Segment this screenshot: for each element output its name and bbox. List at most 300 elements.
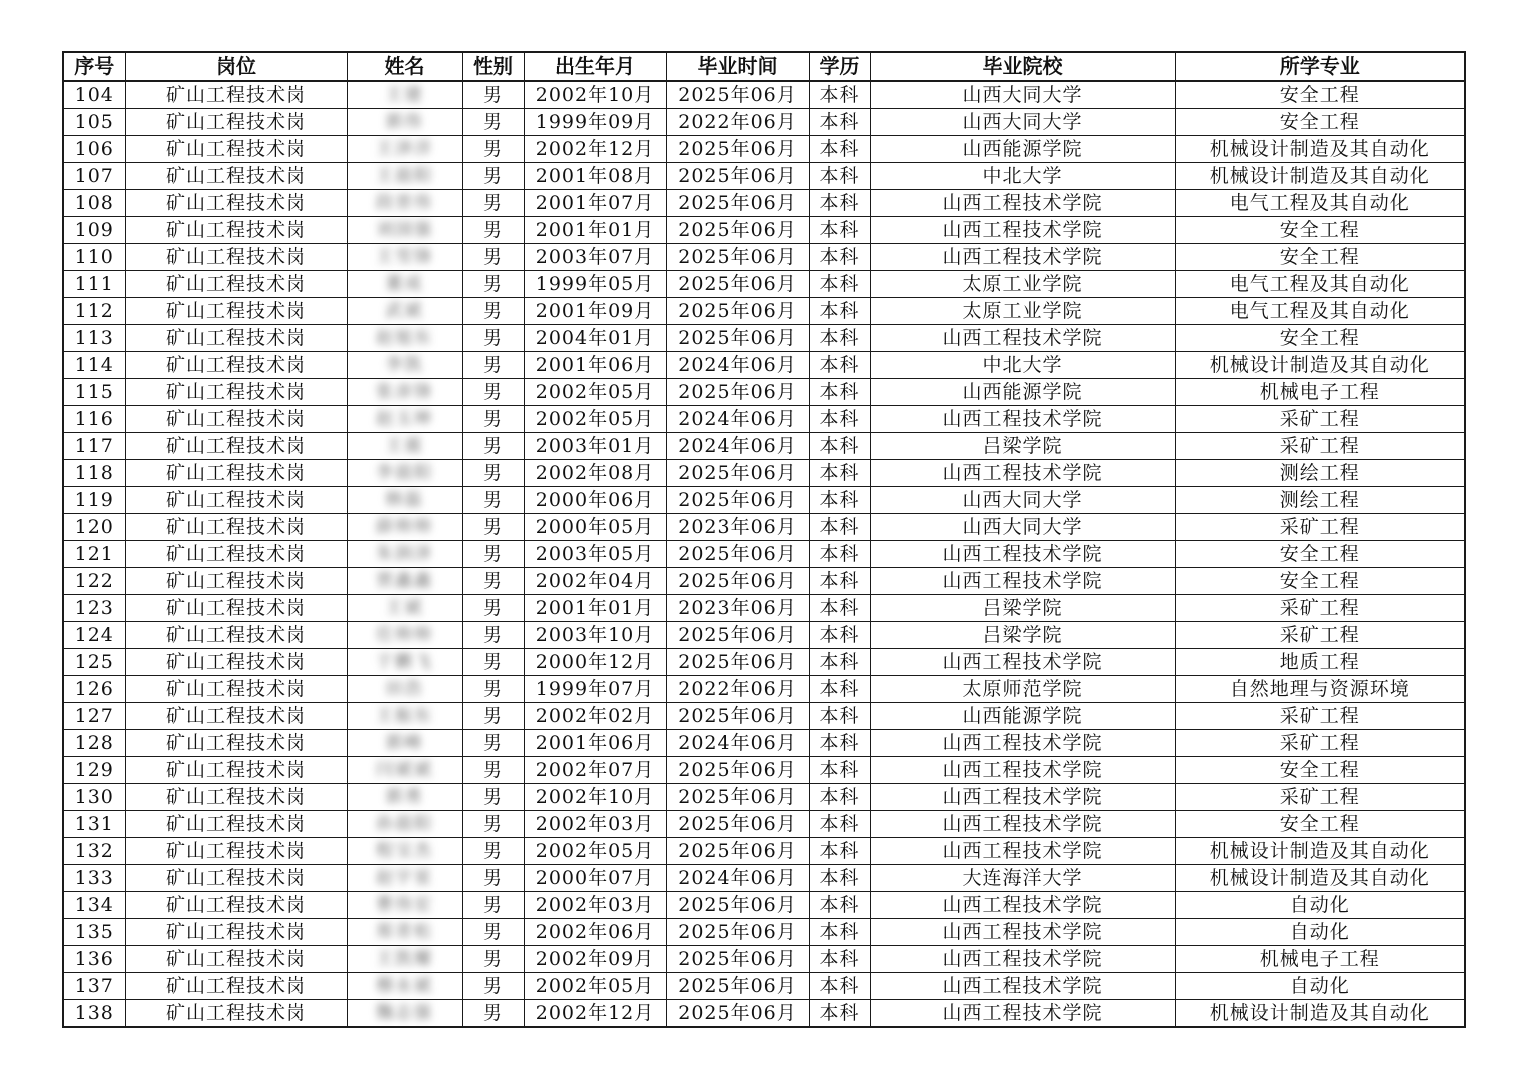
- redacted-name: 王振东: [376, 706, 433, 726]
- cell-school: 太原工业学院: [870, 271, 1175, 298]
- redacted-name: 王凯耀: [376, 949, 433, 969]
- cell-gender: 男: [462, 973, 524, 1000]
- cell-birth-date: 2002年10月: [524, 81, 666, 109]
- cell-birth-date: 2001年09月: [524, 298, 666, 325]
- cell-gender: 男: [462, 541, 524, 568]
- cell-name: [347, 838, 462, 865]
- cell-degree: 本科: [809, 379, 870, 406]
- cell-school: 山西能源学院: [870, 136, 1175, 163]
- redacted-name: 田浩: [385, 679, 424, 699]
- cell-gender: 男: [462, 730, 524, 757]
- cell-school: 山西工程技术学院: [870, 892, 1175, 919]
- cell-index: 110: [63, 244, 125, 271]
- table-row: [63, 784, 1465, 811]
- cell-name: [347, 865, 462, 892]
- redacted-name: 王泽洋: [376, 139, 433, 159]
- cell-major: 安全工程: [1175, 568, 1465, 595]
- cell-name: [347, 568, 462, 595]
- cell-graduation-date: 2024年06月: [666, 730, 809, 757]
- cell-name: [347, 595, 462, 622]
- cell-index: 128: [63, 730, 125, 757]
- cell-position: 矿山工程技术岗: [125, 541, 347, 568]
- cell-gender: 男: [462, 757, 524, 784]
- redacted-name: 段晋伟: [376, 193, 433, 213]
- cell-gender: 男: [462, 244, 524, 271]
- cell-birth-date: 1999年09月: [524, 109, 666, 136]
- redacted-name: 程宝杰: [376, 841, 433, 861]
- cell-birth-date: 2002年07月: [524, 757, 666, 784]
- cell-name: [347, 136, 462, 163]
- cell-name: [347, 919, 462, 946]
- cell-graduation-date: 2025年06月: [666, 946, 809, 973]
- cell-major: 地质工程: [1175, 649, 1465, 676]
- cell-birth-date: 2000年12月: [524, 649, 666, 676]
- cell-gender: 男: [462, 109, 524, 136]
- cell-position: 矿山工程技术岗: [125, 595, 347, 622]
- cell-name: [347, 190, 462, 217]
- cell-index: 112: [63, 298, 125, 325]
- table-row: [63, 892, 1465, 919]
- cell-position: 矿山工程技术岗: [125, 946, 347, 973]
- cell-graduation-date: 2025年06月: [666, 838, 809, 865]
- cell-index: 135: [63, 919, 125, 946]
- cell-position: 矿山工程技术岗: [125, 433, 347, 460]
- cell-position: 矿山工程技术岗: [125, 730, 347, 757]
- cell-graduation-date: 2025年06月: [666, 1000, 809, 1028]
- redacted-name: 孙晨阳: [376, 814, 433, 834]
- cell-position: 矿山工程技术岗: [125, 487, 347, 514]
- table-row: [63, 622, 1465, 649]
- redacted-name: 郑青松: [376, 922, 433, 942]
- cell-graduation-date: 2025年06月: [666, 568, 809, 595]
- cell-graduation-date: 2025年06月: [666, 811, 809, 838]
- table-row: [63, 676, 1465, 703]
- cell-graduation-date: 2025年06月: [666, 973, 809, 1000]
- redacted-name: 郭勇: [385, 787, 424, 807]
- cell-degree: 本科: [809, 730, 870, 757]
- cell-degree: 本科: [809, 784, 870, 811]
- cell-school: 太原工业学院: [870, 298, 1175, 325]
- table-row: [63, 811, 1465, 838]
- table-row: [63, 406, 1465, 433]
- redacted-name: 于鹏飞: [376, 652, 433, 672]
- redacted-name: 贾鑫鑫: [376, 571, 433, 591]
- cell-school: 山西工程技术学院: [870, 406, 1175, 433]
- cell-position: 矿山工程技术岗: [125, 568, 347, 595]
- header-birth-date: 出生年月: [524, 52, 666, 81]
- cell-school: 山西工程技术学院: [870, 811, 1175, 838]
- cell-gender: 男: [462, 784, 524, 811]
- cell-position: 矿山工程技术岗: [125, 784, 347, 811]
- table-row: [63, 217, 1465, 244]
- redacted-name: 赵旭东: [376, 328, 433, 348]
- cell-degree: 本科: [809, 1000, 870, 1028]
- cell-major: 电气工程及其自动化: [1175, 190, 1465, 217]
- redacted-name: 郭峰: [385, 733, 424, 753]
- cell-name: [347, 244, 462, 271]
- cell-gender: 男: [462, 406, 524, 433]
- table-row: [63, 81, 1465, 109]
- cell-gender: 男: [462, 892, 524, 919]
- cell-gender: 男: [462, 946, 524, 973]
- cell-position: 矿山工程技术岗: [125, 757, 347, 784]
- table-row: [63, 244, 1465, 271]
- table-row: [63, 487, 1465, 514]
- cell-major: 机械设计制造及其自动化: [1175, 352, 1465, 379]
- cell-index: 136: [63, 946, 125, 973]
- table-header: [63, 52, 1465, 81]
- table-row: [63, 703, 1465, 730]
- cell-gender: 男: [462, 379, 524, 406]
- cell-graduation-date: 2022年06月: [666, 676, 809, 703]
- cell-index: 105: [63, 109, 125, 136]
- cell-gender: 男: [462, 271, 524, 298]
- table-row: [63, 460, 1465, 487]
- cell-index: 134: [63, 892, 125, 919]
- cell-major: 测绘工程: [1175, 460, 1465, 487]
- cell-index: 138: [63, 1000, 125, 1028]
- cell-birth-date: 2002年03月: [524, 892, 666, 919]
- table-row: [63, 541, 1465, 568]
- cell-index: 137: [63, 973, 125, 1000]
- cell-index: 114: [63, 352, 125, 379]
- cell-birth-date: 2002年06月: [524, 919, 666, 946]
- cell-name: [347, 676, 462, 703]
- cell-birth-date: 2002年02月: [524, 703, 666, 730]
- cell-degree: 本科: [809, 514, 870, 541]
- cell-graduation-date: 2023年06月: [666, 595, 809, 622]
- cell-major: 机械设计制造及其自动化: [1175, 163, 1465, 190]
- cell-school: 山西大同大学: [870, 81, 1175, 109]
- redacted-name: 王震: [385, 436, 424, 456]
- cell-school: 山西工程技术学院: [870, 541, 1175, 568]
- cell-index: 121: [63, 541, 125, 568]
- header-row: [63, 52, 1465, 81]
- cell-major: 机械电子工程: [1175, 379, 1465, 406]
- cell-degree: 本科: [809, 325, 870, 352]
- cell-birth-date: 2002年03月: [524, 811, 666, 838]
- cell-school: 山西工程技术学院: [870, 649, 1175, 676]
- cell-birth-date: 2003年10月: [524, 622, 666, 649]
- redacted-name: 魏志强: [376, 1003, 433, 1023]
- redacted-name: 赵玉坤: [376, 409, 433, 429]
- redacted-name: 王雪锋: [376, 247, 433, 267]
- cell-major: 安全工程: [1175, 811, 1465, 838]
- cell-position: 矿山工程技术岗: [125, 703, 347, 730]
- table-row: [63, 919, 1465, 946]
- cell-degree: 本科: [809, 946, 870, 973]
- cell-major: 安全工程: [1175, 109, 1465, 136]
- cell-position: 矿山工程技术岗: [125, 271, 347, 298]
- table-row: [63, 649, 1465, 676]
- redacted-name: 穆永斌: [376, 976, 433, 996]
- cell-index: 116: [63, 406, 125, 433]
- cell-birth-date: 2002年04月: [524, 568, 666, 595]
- cell-birth-date: 2000年06月: [524, 487, 666, 514]
- cell-gender: 男: [462, 865, 524, 892]
- cell-gender: 男: [462, 676, 524, 703]
- cell-name: [347, 784, 462, 811]
- cell-index: 104: [63, 81, 125, 109]
- header-degree: 学历: [809, 52, 870, 81]
- cell-gender: 男: [462, 703, 524, 730]
- cell-birth-date: 2002年05月: [524, 379, 666, 406]
- cell-birth-date: 2001年08月: [524, 163, 666, 190]
- cell-gender: 男: [462, 811, 524, 838]
- cell-name: [347, 622, 462, 649]
- header-name: 姓名: [347, 52, 462, 81]
- table-row: [63, 352, 1465, 379]
- cell-position: 矿山工程技术岗: [125, 244, 347, 271]
- cell-major: 安全工程: [1175, 244, 1465, 271]
- header-graduation-date: 毕业时间: [666, 52, 809, 81]
- table-row: [63, 514, 1465, 541]
- roster-sheet: [62, 51, 1464, 1028]
- cell-school: 山西大同大学: [870, 514, 1175, 541]
- cell-gender: 男: [462, 81, 524, 109]
- cell-school: 山西大同大学: [870, 109, 1175, 136]
- cell-name: [347, 325, 462, 352]
- cell-gender: 男: [462, 325, 524, 352]
- cell-name: [347, 649, 462, 676]
- cell-birth-date: 2002年05月: [524, 973, 666, 1000]
- cell-degree: 本科: [809, 703, 870, 730]
- cell-birth-date: 2002年09月: [524, 946, 666, 973]
- cell-birth-date: 2001年06月: [524, 730, 666, 757]
- cell-graduation-date: 2025年06月: [666, 784, 809, 811]
- cell-degree: 本科: [809, 865, 870, 892]
- cell-graduation-date: 2024年06月: [666, 865, 809, 892]
- table-row: [63, 433, 1465, 460]
- cell-school: 山西工程技术学院: [870, 1000, 1175, 1028]
- cell-degree: 本科: [809, 919, 870, 946]
- cell-index: 109: [63, 217, 125, 244]
- cell-major: 电气工程及其自动化: [1175, 298, 1465, 325]
- cell-name: [347, 352, 462, 379]
- cell-index: 108: [63, 190, 125, 217]
- cell-school: 山西工程技术学院: [870, 325, 1175, 352]
- cell-major: 机械设计制造及其自动化: [1175, 136, 1465, 163]
- cell-gender: 男: [462, 460, 524, 487]
- candidate-table: [62, 51, 1466, 1028]
- cell-degree: 本科: [809, 676, 870, 703]
- cell-school: 大连海洋大学: [870, 865, 1175, 892]
- cell-gender: 男: [462, 514, 524, 541]
- cell-position: 矿山工程技术岗: [125, 109, 347, 136]
- cell-graduation-date: 2025年06月: [666, 649, 809, 676]
- cell-school: 吕梁学院: [870, 622, 1175, 649]
- cell-graduation-date: 2025年06月: [666, 622, 809, 649]
- cell-position: 矿山工程技术岗: [125, 379, 347, 406]
- cell-major: 安全工程: [1175, 325, 1465, 352]
- cell-major: 自然地理与资源环境: [1175, 676, 1465, 703]
- header-gender: 性别: [462, 52, 524, 81]
- cell-gender: 男: [462, 1000, 524, 1028]
- cell-school: 山西能源学院: [870, 703, 1175, 730]
- cell-graduation-date: 2025年06月: [666, 757, 809, 784]
- cell-index: 124: [63, 622, 125, 649]
- cell-index: 120: [63, 514, 125, 541]
- cell-position: 矿山工程技术岗: [125, 514, 347, 541]
- cell-birth-date: 2003年07月: [524, 244, 666, 271]
- cell-name: [347, 271, 462, 298]
- table-body: [63, 81, 1465, 1027]
- cell-name: [347, 460, 462, 487]
- cell-graduation-date: 2025年06月: [666, 487, 809, 514]
- cell-major: 安全工程: [1175, 81, 1465, 109]
- cell-gender: 男: [462, 622, 524, 649]
- cell-name: [347, 406, 462, 433]
- table-row: [63, 946, 1465, 973]
- cell-degree: 本科: [809, 217, 870, 244]
- redacted-name: 张彦锋: [376, 382, 433, 402]
- cell-birth-date: 2002年12月: [524, 1000, 666, 1028]
- cell-position: 矿山工程技术岗: [125, 352, 347, 379]
- cell-name: [347, 892, 462, 919]
- header-index: 序号: [63, 52, 125, 81]
- cell-graduation-date: 2025年06月: [666, 919, 809, 946]
- cell-graduation-date: 2023年06月: [666, 514, 809, 541]
- cell-major: 安全工程: [1175, 541, 1465, 568]
- redacted-name: 闫斌斌: [376, 760, 433, 780]
- redacted-name: 王晨阳: [376, 166, 433, 186]
- cell-gender: 男: [462, 838, 524, 865]
- cell-gender: 男: [462, 487, 524, 514]
- cell-major: 采矿工程: [1175, 730, 1465, 757]
- cell-birth-date: 2004年01月: [524, 325, 666, 352]
- cell-graduation-date: 2025年06月: [666, 298, 809, 325]
- cell-graduation-date: 2025年06月: [666, 81, 809, 109]
- cell-graduation-date: 2025年06月: [666, 325, 809, 352]
- cell-birth-date: 2000年05月: [524, 514, 666, 541]
- cell-graduation-date: 2025年06月: [666, 244, 809, 271]
- redacted-name: 任帅帅: [376, 625, 433, 645]
- cell-position: 矿山工程技术岗: [125, 163, 347, 190]
- redacted-name: 赵宇星: [376, 868, 433, 888]
- cell-index: 127: [63, 703, 125, 730]
- cell-graduation-date: 2022年06月: [666, 109, 809, 136]
- cell-birth-date: 2002年10月: [524, 784, 666, 811]
- cell-major: 采矿工程: [1175, 784, 1465, 811]
- cell-major: 自动化: [1175, 892, 1465, 919]
- cell-degree: 本科: [809, 757, 870, 784]
- cell-graduation-date: 2025年06月: [666, 136, 809, 163]
- cell-graduation-date: 2025年06月: [666, 190, 809, 217]
- cell-position: 矿山工程技术岗: [125, 649, 347, 676]
- cell-degree: 本科: [809, 811, 870, 838]
- cell-degree: 本科: [809, 271, 870, 298]
- cell-name: [347, 973, 462, 1000]
- cell-degree: 本科: [809, 109, 870, 136]
- cell-gender: 男: [462, 568, 524, 595]
- cell-major: 机械电子工程: [1175, 946, 1465, 973]
- cell-degree: 本科: [809, 136, 870, 163]
- cell-school: 山西工程技术学院: [870, 919, 1175, 946]
- table-row: [63, 190, 1465, 217]
- cell-gender: 男: [462, 298, 524, 325]
- cell-school: 山西工程技术学院: [870, 946, 1175, 973]
- cell-name: [347, 298, 462, 325]
- cell-index: 123: [63, 595, 125, 622]
- cell-graduation-date: 2025年06月: [666, 163, 809, 190]
- cell-index: 122: [63, 568, 125, 595]
- cell-name: [347, 757, 462, 784]
- redacted-name: 李凯: [385, 355, 424, 375]
- cell-graduation-date: 2025年06月: [666, 217, 809, 244]
- cell-graduation-date: 2024年06月: [666, 352, 809, 379]
- redacted-name: 曹伟宏: [376, 895, 433, 915]
- cell-birth-date: 2002年05月: [524, 406, 666, 433]
- cell-school: 山西工程技术学院: [870, 244, 1175, 271]
- cell-graduation-date: 2025年06月: [666, 460, 809, 487]
- cell-position: 矿山工程技术岗: [125, 676, 347, 703]
- cell-index: 131: [63, 811, 125, 838]
- table-row: [63, 973, 1465, 1000]
- cell-position: 矿山工程技术岗: [125, 892, 347, 919]
- cell-birth-date: 1999年07月: [524, 676, 666, 703]
- cell-birth-date: 2002年05月: [524, 838, 666, 865]
- cell-index: 133: [63, 865, 125, 892]
- cell-name: [347, 946, 462, 973]
- cell-gender: 男: [462, 190, 524, 217]
- table-row: [63, 568, 1465, 595]
- cell-index: 129: [63, 757, 125, 784]
- table-row: [63, 163, 1465, 190]
- cell-school: 山西工程技术学院: [870, 217, 1175, 244]
- table-row: [63, 136, 1465, 163]
- cell-school: 山西工程技术学院: [870, 460, 1175, 487]
- cell-birth-date: 2001年01月: [524, 217, 666, 244]
- table-row: [63, 325, 1465, 352]
- cell-major: 机械设计制造及其自动化: [1175, 865, 1465, 892]
- cell-position: 矿山工程技术岗: [125, 217, 347, 244]
- cell-index: 107: [63, 163, 125, 190]
- cell-school: 中北大学: [870, 163, 1175, 190]
- redacted-name: 朱润泽: [376, 544, 433, 564]
- table-row: [63, 379, 1465, 406]
- cell-gender: 男: [462, 217, 524, 244]
- cell-degree: 本科: [809, 568, 870, 595]
- cell-gender: 男: [462, 433, 524, 460]
- cell-position: 矿山工程技术岗: [125, 460, 347, 487]
- cell-gender: 男: [462, 649, 524, 676]
- cell-graduation-date: 2024年06月: [666, 433, 809, 460]
- cell-graduation-date: 2025年06月: [666, 892, 809, 919]
- cell-index: 118: [63, 460, 125, 487]
- header-major: 所学专业: [1175, 52, 1465, 81]
- cell-degree: 本科: [809, 541, 870, 568]
- cell-degree: 本科: [809, 649, 870, 676]
- cell-position: 矿山工程技术岗: [125, 298, 347, 325]
- cell-birth-date: 2001年07月: [524, 190, 666, 217]
- cell-major: 机械设计制造及其自动化: [1175, 1000, 1465, 1028]
- cell-graduation-date: 2024年06月: [666, 406, 809, 433]
- cell-degree: 本科: [809, 81, 870, 109]
- cell-school: 山西大同大学: [870, 487, 1175, 514]
- cell-school: 山西工程技术学院: [870, 730, 1175, 757]
- cell-index: 115: [63, 379, 125, 406]
- cell-school: 吕梁学院: [870, 595, 1175, 622]
- cell-index: 111: [63, 271, 125, 298]
- redacted-name: 王建: [385, 85, 424, 105]
- cell-major: 机械设计制造及其自动化: [1175, 838, 1465, 865]
- redacted-name: 刘国强: [376, 220, 433, 240]
- cell-position: 矿山工程技术岗: [125, 190, 347, 217]
- cell-position: 矿山工程技术岗: [125, 973, 347, 1000]
- cell-gender: 男: [462, 136, 524, 163]
- cell-major: 采矿工程: [1175, 406, 1465, 433]
- cell-degree: 本科: [809, 352, 870, 379]
